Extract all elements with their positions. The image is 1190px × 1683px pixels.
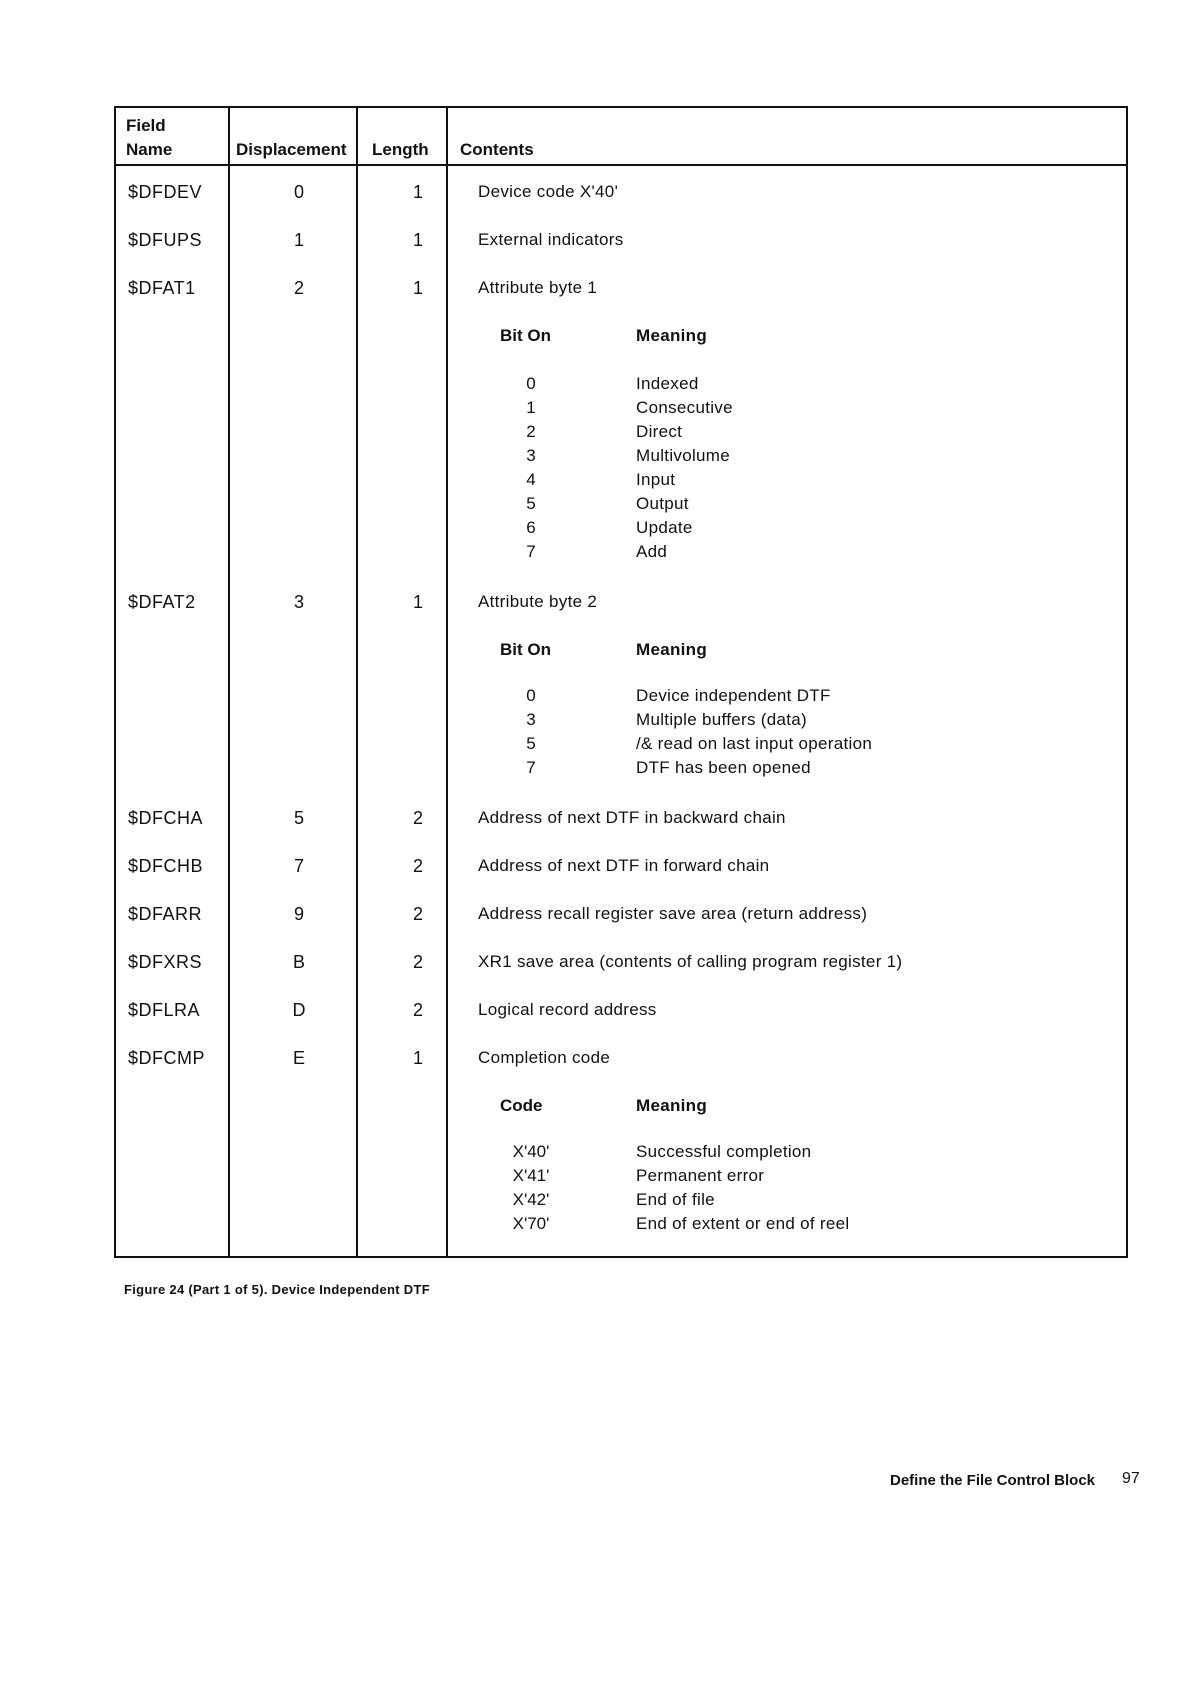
header-divider	[116, 164, 1126, 166]
list-item	[116, 516, 1126, 540]
displacement: D	[292, 1000, 306, 1020]
table-row	[116, 998, 1126, 1022]
contents: Device code X'40'	[478, 182, 619, 201]
bit-meaning: Device independent DTF	[636, 686, 831, 705]
length: 2	[412, 952, 423, 972]
completion-meaning: End of file	[636, 1190, 715, 1209]
displacement: E	[292, 1048, 305, 1068]
displacement: 3	[293, 592, 304, 612]
completion-meaning: End of extent or end of reel	[636, 1214, 850, 1233]
contents: Attribute byte 1	[478, 278, 598, 297]
completion-code: X'40'	[512, 1142, 550, 1161]
bit-meaning: Update	[636, 518, 693, 537]
length: 1	[412, 182, 423, 202]
field-name: $DFXRS	[128, 952, 203, 972]
list-item	[116, 420, 1126, 444]
completion-code: X'70'	[512, 1214, 550, 1233]
sub-header-code: Code	[500, 1096, 543, 1115]
field-name: $DFAT1	[128, 278, 196, 298]
sub-header-meaning: Meaning	[636, 1096, 708, 1115]
bit-meaning: DTF has been opened	[636, 758, 811, 777]
list-item	[116, 468, 1126, 492]
completion-meaning: Permanent error	[636, 1166, 765, 1185]
table-row	[116, 950, 1126, 974]
bit-meaning: Output	[636, 494, 689, 513]
list-item	[116, 540, 1126, 564]
displacement: 9	[293, 904, 304, 924]
field-name: $DFCHA	[128, 808, 204, 828]
contents: Address of next DTF in forward chain	[478, 856, 770, 875]
field-name: $DFCHB	[128, 856, 204, 876]
bit-meaning: Indexed	[636, 374, 699, 393]
contents: External indicators	[478, 230, 624, 249]
sub-header-meaning: Meaning	[636, 326, 708, 345]
header-length: Length	[372, 140, 429, 159]
field-name: $DFLRA	[128, 1000, 201, 1020]
length: 1	[412, 592, 423, 612]
sub-header-meaning: Meaning	[636, 640, 708, 659]
displacement: 5	[293, 808, 304, 828]
field-name: $DFUPS	[128, 230, 203, 250]
list-item	[116, 708, 1126, 732]
list-item	[116, 1140, 1126, 1164]
header-contents: Contents	[460, 140, 534, 159]
dtf-table	[114, 106, 1128, 1258]
displacement: 7	[293, 856, 304, 876]
field-name: $DFAT2	[128, 592, 196, 612]
header-field-line1: Field	[126, 116, 166, 135]
bit-number: 6	[526, 518, 536, 537]
bit-meaning: /& read on last input operation	[636, 734, 873, 753]
list-item	[116, 1188, 1126, 1212]
table-row	[116, 228, 1126, 252]
displacement: B	[292, 952, 305, 972]
list-item	[116, 756, 1126, 780]
length: 1	[412, 230, 423, 250]
completion-meaning: Successful completion	[636, 1142, 812, 1161]
table-row	[116, 276, 1126, 300]
bit-number: 7	[526, 542, 536, 561]
sub-header-bit-on: Bit On	[500, 640, 551, 659]
field-name: $DFDEV	[128, 182, 203, 202]
contents: Logical record address	[478, 1000, 657, 1019]
bit-meaning: Add	[636, 542, 668, 561]
bit-number: 0	[526, 374, 536, 393]
completion-code: X'41'	[512, 1166, 550, 1185]
displacement: 0	[293, 182, 304, 202]
contents: Attribute byte 2	[478, 592, 598, 611]
contents: Address recall register save area (return address)	[478, 904, 868, 923]
figure-caption: Figure 24 (Part 1 of 5). Device Independent DTF	[124, 1282, 430, 1297]
contents: XR1 save area (contents of calling program register 1)	[478, 952, 903, 971]
list-item	[116, 1164, 1126, 1188]
completion-code: X'42'	[512, 1190, 550, 1209]
sub-header-bit-on: Bit On	[500, 326, 551, 345]
header-displacement: Displacement	[236, 140, 347, 159]
field-name: $DFARR	[128, 904, 203, 924]
list-item	[116, 444, 1126, 468]
table-row	[116, 854, 1126, 878]
table-row	[116, 1046, 1126, 1070]
bit-number: 7	[526, 758, 536, 777]
table-row	[116, 902, 1126, 926]
bit-number: 3	[526, 710, 536, 729]
contents: Completion code	[478, 1048, 611, 1067]
list-item	[116, 372, 1126, 396]
length: 2	[412, 856, 423, 876]
length: 2	[412, 808, 423, 828]
length: 2	[412, 1000, 423, 1020]
displacement: 2	[293, 278, 304, 298]
bit-number: 0	[526, 686, 536, 705]
bit-number: 1	[526, 398, 536, 417]
field-name: $DFCMP	[128, 1048, 206, 1068]
bit-number: 2	[526, 422, 536, 441]
contents: Address of next DTF in backward chain	[478, 808, 786, 827]
list-item	[116, 492, 1126, 516]
bit-meaning: Direct	[636, 422, 683, 441]
bit-meaning: Consecutive	[636, 398, 733, 417]
length: 1	[412, 278, 423, 298]
bit-meaning: Input	[636, 470, 676, 489]
bit-number: 5	[526, 734, 536, 753]
displacement: 1	[293, 230, 304, 250]
footer-title: Define the File Control Block	[890, 1472, 1096, 1489]
header-field-line2: Name	[126, 140, 173, 159]
table-row	[116, 590, 1126, 614]
bit-number: 4	[526, 470, 536, 489]
list-item	[116, 732, 1126, 756]
table-row	[116, 806, 1126, 830]
bit-number: 3	[526, 446, 536, 465]
length: 1	[412, 1048, 423, 1068]
table-row	[116, 180, 1126, 204]
page-number: 97	[1122, 1470, 1140, 1487]
length: 2	[412, 904, 423, 924]
list-item	[116, 396, 1126, 420]
list-item	[116, 684, 1126, 708]
list-item	[116, 1212, 1126, 1236]
bit-meaning: Multiple buffers (data)	[636, 710, 807, 729]
bit-number: 5	[526, 494, 536, 513]
bit-meaning: Multivolume	[636, 446, 730, 465]
